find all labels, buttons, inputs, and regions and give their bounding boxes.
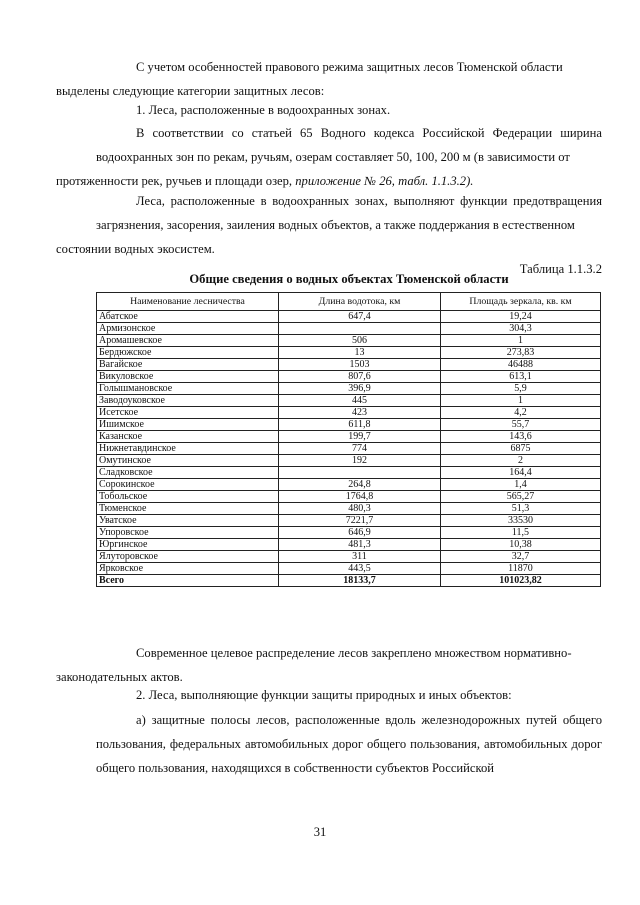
forestry-name-cell: Викуловское xyxy=(97,371,279,383)
table-row xyxy=(97,311,601,323)
table-total-row xyxy=(97,575,601,587)
paragraph-category-2: 2. Леса, выполняющие функции защиты природных и иных объектов: xyxy=(136,688,512,702)
stream-length-cell: 480,3 xyxy=(279,503,441,515)
table-row xyxy=(97,323,601,335)
stream-length-cell xyxy=(279,323,441,335)
water-area-cell: 6875 xyxy=(441,443,601,455)
stream-length-cell: 506 xyxy=(279,335,441,347)
forestry-name-cell: Тобольское xyxy=(97,491,279,503)
forestry-name-cell: Исетское xyxy=(97,407,279,419)
forestry-name-cell: Ярковское xyxy=(97,563,279,575)
forestry-name-cell: Сорокинское xyxy=(97,479,279,491)
paragraph-category-1: 1. Леса, расположенные в водоохранных зонах. xyxy=(136,103,391,117)
table-row xyxy=(97,383,601,395)
stream-length-cell: 611,8 xyxy=(279,419,441,431)
water-area-cell: 4,2 xyxy=(441,407,601,419)
table-row xyxy=(97,431,601,443)
forestry-name-cell: Ялуторовское xyxy=(97,551,279,563)
water-objects-table xyxy=(96,292,601,587)
table-title: Общие сведения о водных объектах Тюменской области xyxy=(189,272,509,286)
water-area-cell: 19,24 xyxy=(441,311,601,323)
paragraph-forest-functions-last-line: состоянии водных экосистем. xyxy=(56,242,215,256)
forestry-name-cell: Ишимское xyxy=(97,419,279,431)
stream-length-cell: 646,9 xyxy=(279,527,441,539)
stream-length-cell: 443,5 xyxy=(279,563,441,575)
table-row xyxy=(97,455,601,467)
stream-length-cell xyxy=(279,467,441,479)
water-area-cell: 304,3 xyxy=(441,323,601,335)
water-area-cell: 10,38 xyxy=(441,539,601,551)
stream-length-cell: 396,9 xyxy=(279,383,441,395)
forestry-name-cell: Армизонское xyxy=(97,323,279,335)
stream-length-cell: 192 xyxy=(279,455,441,467)
table-row xyxy=(97,395,601,407)
stream-length-cell: 1764,8 xyxy=(279,491,441,503)
paragraph-forest-functions xyxy=(56,189,602,261)
stream-length-cell: 647,4 xyxy=(279,311,441,323)
water-area-cell: 1 xyxy=(441,395,601,407)
water-area-cell: 143,6 xyxy=(441,431,601,443)
table-row xyxy=(97,539,601,551)
forestry-name-cell: Голышмановское xyxy=(97,383,279,395)
forestry-name-cell: Нижнетавдинское xyxy=(97,443,279,455)
stream-length-cell: 311 xyxy=(279,551,441,563)
paragraph-water-code-tail: протяженности рек, ручьев и площади озер, xyxy=(56,174,296,188)
table-header-row xyxy=(97,293,601,311)
table-label: Таблица 1.1.3.2 xyxy=(519,262,602,276)
forestry-name-cell: Сладковское xyxy=(97,467,279,479)
forestry-name-cell: Бердюжское xyxy=(97,347,279,359)
paragraph-intro-line1: С учетом особенностей правового режима защитных лесов Тюменской области xyxy=(136,60,563,74)
water-area-cell: 2 xyxy=(441,455,601,467)
paragraph-distribution-line2: законодательных актов. xyxy=(56,670,183,684)
water-area-cell: 11870 xyxy=(441,563,601,575)
water-area-cell: 164,4 xyxy=(441,467,601,479)
forestry-name-cell: Заводоуковское xyxy=(97,395,279,407)
water-area-cell: 1 xyxy=(441,335,601,347)
stream-length-cell: 7221,7 xyxy=(279,515,441,527)
appendix-reference: приложение № 26, табл. 1.1.3.2). xyxy=(295,174,474,188)
paragraph-distribution-line1: Современное целевое распределение лесов закреплено множеством нормативно- xyxy=(136,646,572,660)
water-area-cell: 51,3 xyxy=(441,503,601,515)
stream-length-cell: 423 xyxy=(279,407,441,419)
water-area-cell: 11,5 xyxy=(441,527,601,539)
stream-length-cell: 264,8 xyxy=(279,479,441,491)
table-row xyxy=(97,347,601,359)
table-row xyxy=(97,563,601,575)
forestry-name-cell: Вагайское xyxy=(97,359,279,371)
forestry-name-cell: Абатское xyxy=(97,311,279,323)
total-label-cell: Всего xyxy=(97,575,279,587)
paragraph-intro-line2: выделены следующие категории защитных лесов: xyxy=(56,84,325,98)
page-number: 31 xyxy=(313,825,327,839)
table-body xyxy=(97,311,601,587)
table-row xyxy=(97,503,601,515)
water-area-cell: 33530 xyxy=(441,515,601,527)
table-row xyxy=(97,491,601,503)
stream-length-cell: 199,7 xyxy=(279,431,441,443)
table-row xyxy=(97,527,601,539)
forestry-name-cell: Юргинское xyxy=(97,539,279,551)
paragraph-intro xyxy=(56,55,602,103)
table-row xyxy=(97,467,601,479)
forestry-name-cell: Омутинское xyxy=(97,455,279,467)
stream-length-cell: 13 xyxy=(279,347,441,359)
forestry-name-cell: Аромашевское xyxy=(97,335,279,347)
water-area-cell: 55,7 xyxy=(441,419,601,431)
table-row xyxy=(97,479,601,491)
table-row xyxy=(97,443,601,455)
table-row xyxy=(97,551,601,563)
water-area-cell: 1,4 xyxy=(441,479,601,491)
water-area-cell: 273,83 xyxy=(441,347,601,359)
water-area-cell: 613,1 xyxy=(441,371,601,383)
table-row xyxy=(97,335,601,347)
forestry-name-cell: Казанское xyxy=(97,431,279,443)
forestry-name-cell: Уватское xyxy=(97,515,279,527)
table-row xyxy=(97,371,601,383)
paragraph-water-code xyxy=(56,121,602,193)
stream-length-cell: 807,6 xyxy=(279,371,441,383)
paragraph-distribution xyxy=(56,641,602,689)
table-row xyxy=(97,407,601,419)
water-area-cell: 5,9 xyxy=(441,383,601,395)
water-area-cell: 565,27 xyxy=(441,491,601,503)
table-row xyxy=(97,419,601,431)
water-area-cell: 46488 xyxy=(441,359,601,371)
table-row xyxy=(97,359,601,371)
column-header-area: Площадь зеркала, кв. км xyxy=(441,293,601,311)
paragraph-protective-strips: а) защитные полосы лесов, расположенные вдоль железнодорожных путей общего пользования, федеральных автомобильных дорог общего пользования, автомобильных дорог общего пользования, находящихся в собственности субъектов Российской xyxy=(96,713,602,775)
table-row xyxy=(97,515,601,527)
water-area-cell: 32,7 xyxy=(441,551,601,563)
column-header-forestry: Наименование лесничества xyxy=(97,293,279,311)
forestry-name-cell: Упоровское xyxy=(97,527,279,539)
total-length-cell: 18133,7 xyxy=(279,575,441,587)
paragraph-forest-functions-text: Леса, расположенные в водоохранных зонах, выполняют функции предотвращения загрязнения, засорения, заиления водных объектов, а также поддержания в естественном xyxy=(96,194,602,232)
stream-length-cell: 1503 xyxy=(279,359,441,371)
stream-length-cell: 774 xyxy=(279,443,441,455)
stream-length-cell: 481,3 xyxy=(279,539,441,551)
forestry-name-cell: Тюменское xyxy=(97,503,279,515)
paragraph-water-code-text: В соответствии со статьей 65 Водного кодекса Российской Федерации ширина водоохранных зон по рекам, ручьям, озерам составляет 50, 100, 200 м (в зависимости от xyxy=(96,126,602,164)
stream-length-cell: 445 xyxy=(279,395,441,407)
total-area-cell: 101023,82 xyxy=(441,575,601,587)
column-header-length: Длина водотока, км xyxy=(279,293,441,311)
